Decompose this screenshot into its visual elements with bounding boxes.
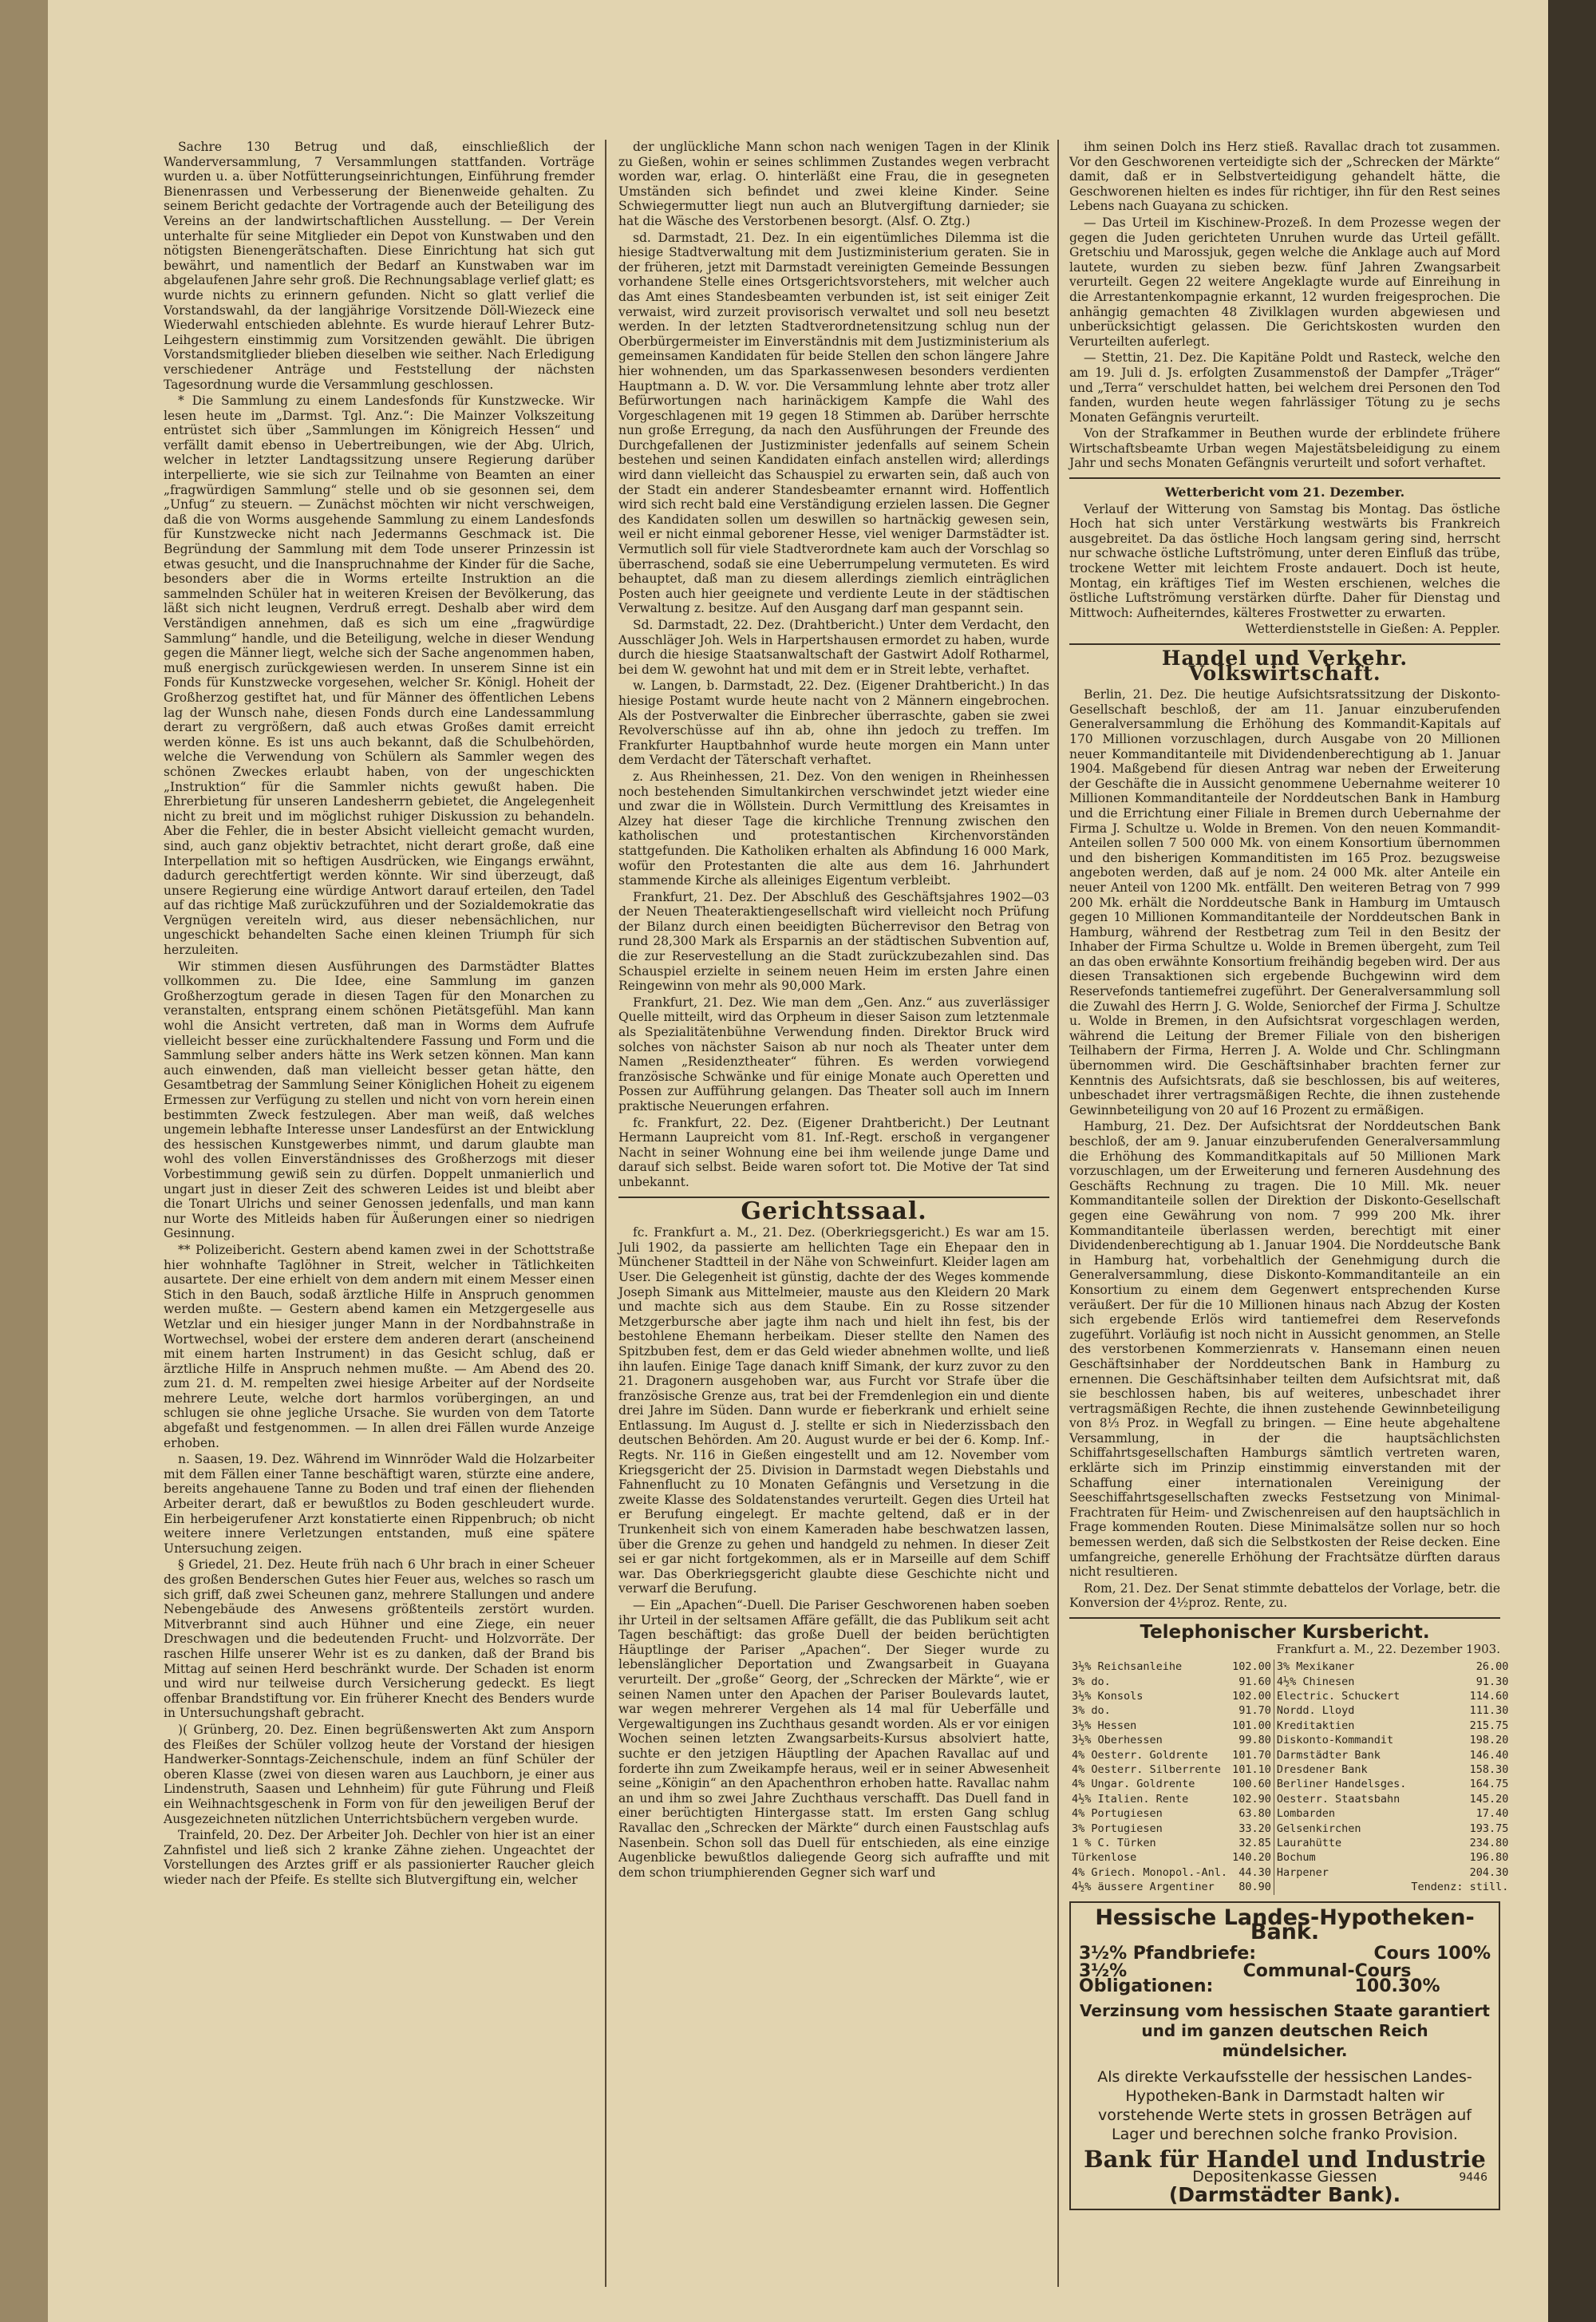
- article-paragraph: § Griedel, 21. Dez. Heute früh nach 6 Uhr brach in einer Scheuer des großen Benderschen Gutes hier Feuer aus, welches so rasch um sich griff, daß zwei Scheunen ganz, mehrere Stallungen und andere Nebengebäude des Anwesens größtenteils zerstört wurden. Mitverbrannt sind auch Hühner und eine Ziege, ein neuer Dreschwagen und die bedeutenden Frucht- und Holzvorräte. Der raschen Hilfe unserer Wehr ist es zu danken, daß der Brand bis Mittag auf seinen Herd beschränkt wurde. Der Schaden ist enorm und wird nur teilweise durch Versicherung gedeckt. Es liegt offenbar Brandstiftung vor. Ein früherer Knecht des Benders wurde in Untersuchungshaft gebracht.: [164, 1557, 595, 1721]
- stock-value: 91.60: [1238, 1675, 1271, 1688]
- column-2: [618, 140, 1049, 2287]
- stock-name: 4½% äussere Argentiner: [1072, 1881, 1215, 1894]
- stock-name: Oesterr. Staatsbahn: [1274, 1792, 1408, 1806]
- article-paragraph: Sachre 130 Betrug und daß, einschließlich der Wanderversammlung, 7 Versammlungen stattfanden. Vorträge wurden u. a. über Notfütterungseinrichtungen, Einführung fremder Bienenrassen und Verbesserung der Bienenweide gehalten. Zu seinem Bericht gedachte der Vortragende auch der Beteiligung des Vereins an der landwirtschaftlichen Ausstellung. — Der Verein unterhalte für seine Mitglieder ein Depot von Kunstwaben und den nötigsten Bienengerätschaften. Diese Einrichtung hat sich gut bewährt, und namentlich der Bedarf an Kunstwaben war im abgelaufenen Jahre sehr groß. Die Rechnungsablage verlief glatt; es wurde nichts zu erinnern gefunden. Nicht so glatt verlief die Vorstandswahl, da der langjährige Vorsitzende Döll-Wiezeck eine Wiederwahl entschieden ablehnte. Es wurde hierauf Lehrer Butz-Leihgestern einstimmig zum Vorsitzenden gewählt. Die übrigen Vorstandsmitglieder blieben dieselben wie seither. Nach Erledigung verschiedener Anträge und Feststellung der nächsten Tagesordnung wurde die Versammlung geschlossen.: [164, 140, 595, 392]
- stock-rate-row: [1069, 1850, 1511, 1865]
- article-paragraph: Von der Strafkammer in Beuthen wurde der erblindete frühere Wirtschaftsbeamte Urban wegen Majestätsbeleidigung zu einem Jahr und sechs Monaten Gefängnis verurteilt und sofort verhaftet.: [1069, 426, 1500, 471]
- ad-obligationen-label: 3½% Communal-Obligationen:: [1079, 1961, 1355, 1997]
- stock-value: 101.00: [1232, 1719, 1271, 1732]
- ad-guarantee-text: Verzinsung vom hessischen Staate garantiert und im ganzen deutschen Reich mündelsicher.: [1080, 2000, 1490, 2060]
- stock-report-date: Frankfurt a. M., 22. Dezember 1903.: [1276, 1641, 1500, 1656]
- stock-value: 114.60: [1469, 1690, 1509, 1703]
- stock-name: Nordd. Lloyd: [1274, 1703, 1408, 1718]
- article-paragraph: Frankfurt, 21. Dez. Der Abschluß des Geschäftsjahres 1902—03 der Neuen Theateraktiengesellschaft wird vielleicht noch Prüfung der Bilanz durch einen beeidigten Bücherrevisor den Betrag von rund 28,300 Mark als Ersparnis an der städtischen Subvention auf, die zur Reservestellung an die Stadt zurückzubezahlen sind. Das Schauspiel erzielte in seinem neuen Heim im ersten Jahre einen Reingewinn von mehr als 90,000 Mark.: [618, 889, 1049, 994]
- stock-name: Harpener: [1274, 1865, 1408, 1880]
- stock-name: Türkenlose: [1072, 1851, 1137, 1865]
- stock-name: Lombarden: [1274, 1806, 1408, 1821]
- stock-name: Laurahütte: [1274, 1836, 1408, 1850]
- column-rule: [605, 140, 606, 2287]
- article-paragraph: Hamburg, 21. Dez. Der Aufsichtsrat der Norddeutschen Bank beschloß, der am 9. Januar einzuberufenden Generalversammlung die Erhöhung des Kommanditkapitals auf 50 Millionen Mark vorzuschlagen, um der Erweiterung und ferneren Ausdehnung des Geschäfts Rechnung zu tragen. Die 10 Mill. Mk. neuer Kommanditanteile sollen der Direktion der Diskonto-Gesellschaft gegen eine Gewährung von nom. 7 999 200 Mk. ihrer Kommanditanteile überlassen werden, berechtigt mit einer Dividendenberechtigung ab 1. Januar 1904. Die Norddeutsche Bank in Hamburg hat, vorbehaltlich der Genehmigung durch die Generalversammlung, diese Diskonto-Kommanditanteile an ein Konsortium zu einem dem Gegenwert entsprechenden Kurse veräußert. Der für die 10 Millionen hinaus nach Abzug der Kosten sich ergebende Erlös wird tantiemefrei dem Reservefonds zugeführt. Vorläufig ist noch nicht in Aussicht genommen, an Stelle des verstorbenen Kommerzienrats v. Hansemann einen neuen Geschäftsinhaber der Norddeutschen Bank in Hamburg zu ernennen. Die Geschäftsinhaber teilten dem Aufsichtsrat mit, daß sie beschlossen haben, bis auf weiteres, unbeschadet ihrer vertragsmäßigen Rechte, die ihnen zustehende Gewinnbeteiligung von 8⅓ Proz. in Wegfall zu bringen. — Eine heute abgehaltene Versammlung, in der die hauptsächlichsten Schiffahrtsgesellschaften Hamburgs sämtlich vertreten waren, erklärte sich im Prinzip einstimmig einverstanden mit der Schaffung einer internationalen Vereinigung der Seeschiffahrtsgesellschaften zwecks Festsetzung von Minimal-Frachtraten für Heim- und Zwischenreisen auf den hauptsächlich in Frage kommenden Routen. Diese Minimalsätze sollen nur so hoch bemessen werden, daß sich die Selbstkosten der Reise decken. Eine umfangreiche, generelle Erhöhung der Frachtsätze dürften daraus nicht resultieren.: [1069, 1119, 1500, 1580]
- stock-name: Berliner Handelsges.: [1274, 1777, 1408, 1791]
- article-paragraph: ihm seinen Dolch ins Herz stieß. Ravallac drach tot zusammen. Vor den Geschworenen verteidigte sich der „Schrecken der Märkte“ damit, daß er in Selbstverteidigung gehandelt hätte, die Geschworenen hielten es indes für richtiger, ihn für den Rest seines Lebens nach Guayana zu schicken.: [1069, 140, 1500, 214]
- ad-darmstaedter-bank: (Darmstädter Bank).: [1168, 2182, 1401, 2206]
- ad-pfandbriefe-label: 3½% Pfandbriefe:: [1079, 1943, 1257, 1964]
- scan-right-edge: [1548, 0, 1596, 2322]
- ad-title: Hessische Landes-Hypotheken-Bank.: [1095, 1905, 1475, 1945]
- stock-value: 215.75: [1469, 1719, 1509, 1732]
- stock-value: 145.20: [1469, 1792, 1509, 1806]
- article-paragraph: fc. Frankfurt a. M., 21. Dez. (Oberkriegsgericht.) Es war am 15. Juli 1902, da passierte am hellichten Tage ein Ehepaar den in Münchener Stadtteil in der Nähe von Schweinfurt. Kleider lagen am User. Die Gelegenheit ist günstig, dachte der des Weges kommende Joseph Simank aus Mittelmeier, mauste aus den Kleidern 20 Mark und machte sich aus dem Staube. Ein zu Rosse sitzender Metzgerbursche aber jagte ihm nach und hielt ihn fest, bis der bestohlene Ehemann herbeikam. Dieser stellte den Namen des Spitzbuben fest, dem er das Geld wieder abnehmen wollte, und ließ ihn laufen. Einige Tage danach kniff Simank, der kurz zuvor zu den 21. Dragonern ausgehoben war, aus Furcht vor Strafe über die französische Grenze aus, trat bei der Fremdenlegion ein und diente drei Jahre im Süden. Dann wurde er fieberkrank und erhielt seine Entlassung. Im August d. J. stellte er sich in Niederzissbach den deutschen Behörden. Am 20. August wurde er bei der 6. Komp. Inf.-Regts. Nr. 116 in Gießen eingestellt und am 12. November vom Kriegsgericht der 25. Division in Darmstadt wegen Diebstahls und Fahnenflucht zu 10 Monaten Gefängnis und Versetzung in die zweite Klasse des Soldatenstandes verurteilt. Gegen dies Urteil hat er Berufung eingelegt. Er machte geltend, daß er in der Trunkenheit sich von einem Kameraden habe beschwatzen lassen, über die Grenze zu gehen und handgeld zu nehmen. In dieser Zeit sei er gar nicht fortgekommen, als er in Marseille auf dem Schiff war. Das Oberkriegsgericht glaubte diese Geschichte nicht und verwarf die Berufung.: [618, 1225, 1049, 1596]
- stock-rate-row: [1069, 1792, 1511, 1806]
- column-1: [164, 140, 595, 2287]
- article-paragraph: Sd. Darmstadt, 22. Dez. (Drahtbericht.) Unter dem Verdacht, den Ausschläger Joh. Wels in Harpertshausen ermordet zu haben, wurde durch die hiesige Staatsanwaltschaft der Gastwirt Adolf Rotharmel, bei dem W. gewohnt hat und mit dem er in Streit lebte, verhaftet.: [618, 618, 1049, 677]
- ad-pfandbriefe-cours: Cours 100%: [1373, 1943, 1491, 1964]
- article-paragraph: — Stettin, 21. Dez. Die Kapitäne Poldt und Rasteck, welche den am 19. Juli d. Js. erfolgten Zusammenstoß der Dampfer „Träger“ und „Terra“ verschuldet hatten, bei welchem drei Personen den Tod fanden, wurden heute wegen fahrlässiger Tötung zu je sechs Monaten Gefängnis verurteilt.: [1069, 350, 1500, 425]
- stock-name: Dresdener Bank: [1274, 1762, 1408, 1777]
- column-3: [1069, 140, 1509, 2287]
- stock-name: 4½% Chinesen: [1274, 1675, 1408, 1689]
- stock-name: 1 % C. Türken: [1072, 1837, 1156, 1850]
- article-paragraph: * Die Sammlung zu einem Landesfonds für Kunstzwecke. Wir lesen heute im „Darmst. Tgl. Anz.“: Die Mainzer Volkszeitung entrüstet sich über „Sammlungen im Königreich Hessen“ und verfällt damit ebenso in Uebertreibungen, wie der Abg. Ulrich, welcher in letzter Landtagssitzung unsere Regierung darüber interpellierte, wie sie sich zur Teilnahme von Beamten an einer „fragwürdigen Sammlung“ stelle und ob sie gesonnen sei, dem „Unfug“ zu steuern. — Zunächst möchten wir nicht verschweigen, daß die von Worms ausgehende Sammlung zu einem Landesfonds für Kunstzwecke nicht nach Jedermanns Geschmack ist. Die Begründung der Sammlung mit dem Tode unserer Prinzessin ist etwas gesucht, und die Inanspruchnahme der Kinder für die Sache, besonders aber die in Worms erteilte Instruktion an die sammelnden Schüler hat in weiteren Kreisen der Bevölkerung, das läßt sich nicht leugnen, Verdruß erregt. Deshalb aber wird dem Verständigen annehmen, daß es sich um eine „fragwürdige Sammlung“ handle, und die Beteiligung, welche in dieser Wendung gegen die Männer liegt, welche sich der Sache angenommen haben, muß energisch zurückgewiesen werden. In unserem Sinne ist ein Fonds für Kunstzwecke vorgesehen, welcher Sr. Königl. Hoheit der Großherzog gestiftet hat, und für Männer des öffentlichen Lebens lag der Wunsch nahe, diesen Fonds durch eine Landessammlung derart zu vergrößern, daß auch etwas Großes damit erreicht werden könne. Es ist uns auch bekannt, daß die Schulbehörden, welche die Verwendung von Schülern als Sammler wegen des schönen Zweckes erlaubt haben, von der ungeschickten „Instruktion“ für die Sammler nichts gewußt haben. Die Ehrerbietung für unseren Landesherrn gebietet, die Angelegenheit nicht zu breit und im möglichst ruhiger Diskussion zu behandeln. Aber die Fehler, die in bester Absicht vielleicht gemacht wurden, sind, auch ganz objektiv betrachtet, nicht derart große, daß eine Interpellation mit so heftigen Ausdrücken, wie Eingangs erwähnt, dadurch gerechtfertigt werden könnte. Wir sind überzeugt, daß unsere Regierung eine würdige Antwort darauf erteilen, den Tadel auf das richtige Maß zurückzuführen und der Sozialdemokratie das Vergnügen vereiteln wird, aus dieser nebensächlichen, nur ungeschickt behandelten Sache einen kleinen Triumph für sich herzuleiten.: [164, 394, 595, 958]
- article-paragraph: — Das Urteil im Kischinew-Prozeß. In dem Prozesse wegen der gegen die Juden gerichteten Unruhen wurde das Urteil gefällt. Gretschiu und Marossjuk, gegen welche die Anklage auch auf Mord lautete, wurden zu sieben bezw. fünf Jahren Zwangsarbeit verurteilt. Gegen 22 weitere Angeklagte wurde auf Einreihung in die Arrestantenkompagnie erkannt, 12 wurden freigesprochen. Die anhängig gemachten 48 Zivilklagen wurden abgewiesen und unberücksichtigt gelassen. Die Gerichtskosten wurden den Verurteilten auferlegt.: [1069, 215, 1500, 349]
- stock-value: 102.90: [1232, 1792, 1271, 1806]
- stock-name: 3½% Reichsanleihe: [1072, 1660, 1183, 1674]
- article-paragraph: Trainfeld, 20. Dez. Der Arbeiter Joh. Dechler von hier ist an einer Zahnfistel und ließ sich 2 kranke Zähne ziehen. Ungeachtet der Vorstellungen des Arztes griff er als passionierter Raucher gleich wieder nach der Pfeife. Es stellte sich Blutvergiftung ein, welcher: [164, 1828, 595, 1887]
- stock-rate-row: [1069, 1719, 1511, 1733]
- stock-value: 111.30: [1469, 1704, 1509, 1718]
- article-paragraph: ** Polizeibericht. Gestern abend kamen zwei in der Schottstraße hier wohnhafte Taglöhner in Streit, welcher in Tätlichkeiten ausartete. Der eine erhielt von dem andern mit einem Messer einen Stich in den Bauch, sodaß ärztliche Hilfe in Anspruch genommen werden mußte. — Gestern abend kamen ein Metzgergeselle aus Wetzlar und ein hiesiger junger Mann in der Nordbahnstraße in Wortwechsel, wobei der erstere dem anderen derart (anscheinend mit einem harten Instrument) in das Gesicht schlug, daß er ärztliche Hilfe in Anspruch nehmen mußte. — Am Abend des 20. zum 21. d. M. rempelten zwei hiesige Arbeiter auf der Nordseite mehrere Leute, welche dort harmlos vorübergingen, an und schlugen sie ohne jegliche Ursache. Sie wurden von dem Tatorte abgefaßt und festgenommen. — In allen drei Fällen wurde Anzeige erhoben.: [164, 1242, 595, 1450]
- stock-value: 91.70: [1238, 1704, 1271, 1718]
- stock-rate-row: [1069, 1748, 1511, 1762]
- stock-value: 44.30: [1238, 1865, 1271, 1879]
- stock-value: 101.70: [1232, 1748, 1271, 1762]
- stock-name: 3½% Hessen: [1072, 1719, 1137, 1732]
- stock-value: 17.40: [1476, 1807, 1509, 1821]
- stock-name: 3½% Oberhessen: [1072, 1734, 1163, 1747]
- stock-name: [1274, 1880, 1408, 1894]
- ad-obligationen-cours: Cours 100.30%: [1354, 1961, 1440, 1997]
- stock-value: 164.75: [1469, 1778, 1509, 1791]
- stock-name: Gelsenkirchen: [1274, 1822, 1408, 1836]
- stock-value: 63.80: [1238, 1807, 1271, 1821]
- stock-value: 140.20: [1232, 1851, 1271, 1865]
- ad-depositenkasse: Depositenkasse Giessen: [1192, 2168, 1377, 2186]
- weather-report-title: Wetterbericht vom 21. Dezember.: [1164, 485, 1405, 500]
- stock-name: Diskonto-Kommandit: [1274, 1733, 1408, 1747]
- stock-rate-row: [1069, 1659, 1511, 1674]
- section-divider: [1069, 1617, 1500, 1619]
- article-paragraph: w. Langen, b. Darmstadt, 22. Dez. (Eigener Drahtbericht.) In das hiesige Postamt wurde heute nacht von 2 Männern eingebrochen. Als der Postverwalter die Einbrecher überraschte, gaben sie zwei Revolverschüsse auf ihn ab, ohne ihn jedoch zu treffen. Im Frankfurter Hauptbahnhof wurde heute morgen ein Mann unter dem Verdacht der Täterschaft verhaftet.: [618, 678, 1049, 768]
- ad-bank-name: Bank für Handel und Industrie: [1084, 2145, 1486, 2173]
- ad-number: 9446: [1459, 2170, 1487, 2184]
- section-heading-handel: Handel und Verkehr. Volkswirtschaft.: [1161, 647, 1408, 685]
- article-paragraph: z. Aus Rheinhessen, 21. Dez. Von den wenigen in Rheinhessen noch bestehenden Simultankirchen verschwindet jetzt wieder eine und zwar die in Wöllstein. Durch Vermittlung des Kreisamtes in Alzey hat dieser Tage die kirchliche Trennung zwischen den katholischen und protestantischen Kirchenvorständen stattgefunden. Die Katholiken erhalten als Abfindung 16 000 Mark, wofür den Protestanten die alte aus dem 16. Jahrhundert stammende Kirche als alleiniges Eigentum verbleibt.: [618, 769, 1049, 888]
- stock-value: 146.40: [1469, 1748, 1509, 1762]
- stock-value: 91.30: [1476, 1675, 1509, 1688]
- stock-rate-row: [1069, 1880, 1511, 1894]
- stock-name: 4% Portugiesen: [1072, 1807, 1163, 1821]
- ad-row-obligationen: [1079, 1961, 1491, 1997]
- stock-value: 32.85: [1238, 1837, 1271, 1850]
- stock-value: 234.80: [1469, 1837, 1509, 1850]
- stock-name: 4% Oesterr. Goldrente: [1072, 1748, 1208, 1762]
- weather-report-text: Verlauf der Witterung von Samstag bis Montag. Das östliche Hoch hat sich unter Verstärkung westwärts bis Frankreich ausgebreitet. Da das östliche Hoch langsam gering sind, herrscht nur schwache östliche Luftströmung, unter deren Einfluß das trübe, trockene Wetter mit leichtem Froste andauert. Doch ist heute, Montag, ein kräftiges Tief im Westen erschienen, welches die östliche Luftströmung verstärken dürfte. Daher für Dienstag und Mittwoch: Aufheiterndes, kälteres Frostwetter zu erwarten.: [1069, 501, 1500, 620]
- weather-report-signature: Wetterdienststelle in Gießen: A. Peppler.: [1245, 622, 1500, 637]
- stock-value: 193.75: [1469, 1822, 1509, 1835]
- stock-rate-row: [1069, 1836, 1511, 1850]
- column-rule: [1057, 140, 1059, 2287]
- stock-value: 80.90: [1238, 1881, 1271, 1894]
- stock-rate-row: [1069, 1675, 1511, 1689]
- article-paragraph: fc. Frankfurt, 22. Dez. (Eigener Drahtbericht.) Der Leutnant Hermann Laupreicht vom 81. Inf.-Regt. erschoß in vergangener Nacht in seiner Wohnung eine bei ihm weilende junge Dame und darauf sich selbst. Beide waren sofort tot. Die Motive der Tat sind unbekannt.: [618, 1115, 1049, 1189]
- stock-rates-table: [1069, 1659, 1511, 1895]
- article-paragraph: Rom, 21. Dez. Der Senat stimmte debattelos der Vorlage, betr. die Konversion der 4½proz. Rente, zu.: [1069, 1580, 1500, 1611]
- stock-name: 3% Mexikaner: [1274, 1659, 1408, 1674]
- stock-rate-row: [1069, 1777, 1511, 1791]
- stock-value: 99.80: [1238, 1734, 1271, 1747]
- article-paragraph: Wir stimmen diesen Ausführungen des Darmstädter Blattes vollkommen zu. Die Idee, eine Sammlung im ganzen Großherzogtum gerade in diesen Tagen für den Monarchen zu veranstalten, entsprang einem schönen Pietätsgefühl. Man kann wohl die Ansicht vertreten, daß man in Worms dem Aufrufe vielleicht besser eine zurückhaltendere Fassung und Form und die Sammlung selber anders hätte ins Werk setzen können. Man kann auch einwenden, daß man vielleicht besser getan hätte, den Gesamtbetrag der Sammlung Seiner Königlichen Hoheit zu eigenem Ermessen zur Verfügung zu stellen und nicht von vorn herein einen bestimmten Zweck festzulegen. Aber man weiß, daß welches ungemein lebhafte Interesse unser Landesfürst an der Entwicklung des hessischen Kunstgewerbes nimmt, und darum glaubte man wohl des vollen Einverständnisses des Großherzogs mit dieser Vorbestimmung gewiß sein zu dürfen. Doppelt unmanierlich und ungart just in dieser Zeit des schweren Leides ist und bleibt aber die Tonart Ulrichs und seiner Genossen jedenfalls, und man kann nur Worte des Mitleids haben für Äußerungen einer so niedrigen Gesinnung.: [164, 959, 595, 1241]
- stock-name: Bochum: [1274, 1850, 1408, 1865]
- stock-value: 158.30: [1469, 1763, 1509, 1777]
- stock-value: 204.30: [1469, 1865, 1509, 1879]
- stock-name: 3% do.: [1072, 1675, 1111, 1688]
- article-paragraph: Berlin, 21. Dez. Die heutige Aufsichtsratssitzung der Diskonto-Gesellschaft beschloß, der am 11. Januar einzuberufenden Generalversammlung die Erhöhung des Kommandit-Kapitals auf 170 Millionen vorzuschlagen, durch Ausgabe von 20 Millionen neuer Kommanditanteile mit Dividendenberechtigung ab 1. Januar 1904. Maßgebend für diesen Antrag war neben der Erweiterung der Geschäfte die in Aussicht genommene Uebernahme weiterer 10 Millionen Kommanditanteile der Norddeutschen Bank in Hamburg und die Errichtung einer Filiale in Bremen durch Uebernahme der Firma J. Schultze u. Wolde in Bremen. Von den neuen Kommandit-Anteilen sollen 7 500 000 Mk. von einem Konsortium übernommen und den bisherigen Kommanditisten im 165 Proz. bezugsweise angeboten werden, daß auf je nom. 24 000 Mk. alter Anteile ein neuer Anteil von 1200 Mk. entfällt. Den weiteren Betrag von 7 999 200 Mk. erhält die Norddeutsche Bank in Hamburg im Umtausch gegen 10 Millionen Kommanditanteile der Norddeutschen Bank in Hamburg, während der Restbetrag zum Teil in den Besitz der Inhaber der Firma Schultze u. Wolde in Bremen übergeht, zum Teil an das oben erwähnte Konsortium freihändig begeben wird. Der aus diesen Transaktionen sich ergebende Buchgewinn wird dem Reservefonds tantiemefrei zugeführt. Der Generalversammlung soll die Zuwahl des Herrn J. G. Wolde, Seniorchef der Firma J. Schultze u. Wolde in Bremen, in den Aufsichtsrat vorgeschlagen werden, während die Leitung der Bremer Filiale von den bisherigen Teilhabern der Firma, Herren J. A. Wolde und Chr. Schlingmann übernommen wird. Die Geschäftsinhaber brachten ferner zur Kenntnis des Aufsichtsrats, daß sie beschlossen, bis auf weiteres, unbeschadet ihrer vertragsmäßigen Rechte, die ihnen zustehende Gewinnbeteiligung von 20 auf 16 Prozent zu ermäßigen.: [1069, 687, 1500, 1117]
- stock-value: 33.20: [1238, 1822, 1271, 1835]
- article-paragraph: n. Saasen, 19. Dez. Während im Winnröder Wald die Holzarbeiter mit dem Fällen einer Tanne beschäftigt waren, stürzte eine andere, bereits angehauene Tanne zu Boden und traf einen der fliehenden Arbeiter derart, daß er bewußtlos zu Boden geschleudert wurde. Ein herbeigerufener Arzt konstatierte einen Rippenbruch; ob nicht weitere innere Verletzungen entstanden, muß eine spätere Untersuchung zeigen.: [164, 1452, 595, 1556]
- stock-rate-row: [1069, 1806, 1511, 1821]
- article-paragraph: )( Grünberg, 20. Dez. Einen begrüßenswerten Akt zum Ansporn des Fleißes der Schüler vollzog heute der Vorstand der hiesigen Handwerker-Sonntags-Zeichenschule, indem an fünf Schüler der oberen Klasse (zwei von diesen waren aus Lauchborn, je einer aus Lindenstruth, Saasen und Lehnheim) für gute Führung und Fleiß ein Weihnachtsgeschenk in Form von für den jeweiligen Beruf der Ausgezeichneten nützlichen Unterrichtsbüchern vergeben wurde.: [164, 1722, 595, 1826]
- stock-rate-row: [1069, 1865, 1511, 1880]
- stock-value: 196.80: [1469, 1851, 1509, 1865]
- stock-rate-row: [1069, 1689, 1511, 1703]
- stock-value: 102.00: [1232, 1660, 1271, 1674]
- stock-rate-row: [1069, 1703, 1511, 1718]
- stock-name: 3% Portugiesen: [1072, 1822, 1163, 1835]
- stock-name: Electric. Schuckert: [1274, 1689, 1408, 1703]
- section-divider: [1069, 477, 1500, 479]
- stock-name: 3½% Konsols: [1072, 1690, 1144, 1703]
- section-divider: [1069, 643, 1500, 645]
- stock-name: 4% Ungar. Goldrente: [1072, 1778, 1195, 1791]
- stock-report-title: Telephonischer Kursbericht.: [1140, 1622, 1430, 1643]
- stock-rate-row: [1069, 1822, 1511, 1836]
- article-paragraph: — Ein „Apachen“-Duell. Die Pariser Geschworenen haben soeben ihr Urteil in der seltsamen Affäre gefällt, die das Publikum seit acht Tagen beschäftigt: das große Duell der beiden berüchtigten Häuptlinge der Pariser „Apachen“. Der Sieger wurde zu lebenslänglicher Deportation und Zwangsarbeit in Guayana verurteilt. Der „große“ Georg, der „Schrecken der Märkte“, wie er seinen Namen unter den Apachen der Pariser Boulevards lautet, war wegen mehrerer Vergehen als 14 mal für Ueberfälle und Vergewaltigungen ins Zuchthaus gesandt worden. Als er vor einigen Wochen seinen letzten Zwangsarbeits-Kursus absolviert hatte, suchte er den jetzigen Häuptling der Apachen Ravallac auf und forderte ihn zum Zweikampfe heraus, weil er in seiner Abwesenheit seine „Königin“ an den Apachenthron erhoben hatte. Ravallac nahm an und ihm so zwei Jahre Zuchthaus verschafft. Das Duell fand in einer berüchtigten Hintergasse statt. Im ersten Gang schlug Ravallac den „Schrecken der Märkte“ durch einen Faustschlag aufs Nasenbein. Schon soll das Duell für entschieden, als eine einzige Augenblicke bewußtlos daliegende Georg sich aufraffte und mit dem schon triumphierenden Gegner sich warf und: [618, 1598, 1049, 1880]
- stock-value: 100.60: [1232, 1778, 1271, 1791]
- stock-name: 4½% Italien. Rente: [1072, 1792, 1189, 1806]
- bank-advertisement: [1069, 1901, 1500, 2211]
- ad-body-text: Als direkte Verkaufsstelle der hessischen Landes-Hypotheken-Bank in Darmstadt halten wir vorstehende Werte stets in grossen Beträgen auf Lager und berechnen solche franko Provision.: [1097, 2067, 1472, 2143]
- stock-value: Tendenz: still.: [1411, 1881, 1509, 1894]
- stock-name: Darmstädter Bank: [1274, 1748, 1408, 1762]
- stock-value: 198.20: [1469, 1734, 1509, 1747]
- scan-left-edge: [0, 0, 48, 2322]
- stock-name: 3% do.: [1072, 1704, 1111, 1718]
- ad-row-pfandbriefe: [1079, 1943, 1491, 1964]
- article-paragraph: Frankfurt, 21. Dez. Wie man dem „Gen. Anz.“ aus zuverlässiger Quelle mitteilt, wird das Orpheum in dieser Saison zum letztenmale als Spezialitätenbühne Verwendung finden. Direktor Bruck wird solches von nächster Saison ab nur noch als Theater unter dem Namen „Residenztheater“ führen. Es werden vorwiegend französische Schwänke und für einige Monate auch Operetten und Possen zur Aufführung gelangen. Das Theater soll auch im Innern praktische Neuerungen erfahren.: [618, 995, 1049, 1114]
- stock-rate-row: [1069, 1762, 1511, 1777]
- stock-value: 26.00: [1476, 1660, 1509, 1674]
- stock-value: 102.00: [1232, 1690, 1271, 1703]
- article-paragraph: der unglückliche Mann schon nach wenigen Tagen in der Klinik zu Gießen, wohin er seines schlimmen Zustandes wegen verbracht worden war, erlag. O. hinterläßt eine Frau, die in gesegneten Umständen sich befindet und zwei kleine Kinder. Seine Schwiegermutter liegt nun auch an Blutvergiftung darnieder; sie hat die Wäsche des Verstorbenen besorgt. (Alsf. O. Ztg.): [618, 140, 1049, 228]
- article-paragraph: sd. Darmstadt, 21. Dez. In ein eigentümliches Dilemma ist die hiesige Stadtverwaltung mit dem Justizministerium geraten. Sie in der früheren, jetzt mit Darmstadt vereinigten Gemeinde Bessungen vorhandene Stelle eines Ortsgerichtsvorstehers, mit welcher auch das Amt eines Standesbeamten verbunden ist, ist seit einiger Zeit verwaist, wird zurzeit provisorisch verwaltet und soll neu besetzt werden. In der letzten Stadtverordnetensitzung schlug nun der Oberbürgermeister im Einverständnis mit dem Justizministerium als gemeinsamen Kandidaten für beide Stellen den schon längere Jahre hier wohnenden, um das Sparkassenwesen besonders verdienten Hauptmann a. D. W. vor. Die Versammlung lehnte aber trotz aller Befürwortungen nach harinäckigem Kampfe die Wahl des Vorgeschlagenen mit 19 gegen 18 Stimmen ab. Darüber herrschte nun große Erregung, da nach den Ausführungen der Freunde des Durchgefallenen der Justizminister jedenfalls auf seinem Schein bestehen und seinen Kandidaten einfach anstellen wird; allerdings wird dann vielleicht das Schauspiel zu erwarten sein, daß auch von der Stadt ein anderer Standesbeamter ernannt wird. Hoffentlich wird sich recht bald eine Verständigung erzielen lassen. Die Gegner des Kandidaten sollen um deswillen so hartnäckig gewesen sein, weil er nicht einmal geborener Hesse, viel weniger Darmstädter ist. Vermutlich soll für viele Stadtverordnete kam auch der Vorschlag so überraschend, sodaß sie eine Ueberrumpelung vermuteten. Es wird behauptet, daß man zu diesem allerdings ziemlich einträglichen Posten auch hier geeignete und verdiente Leute in der städtischen Verwaltung z. besitze. Auf den Ausgang darf man gespannt sein.: [618, 230, 1049, 616]
- stock-name: 4% Oesterr. Silberrente: [1072, 1763, 1221, 1777]
- stock-name: Kreditaktien: [1274, 1719, 1408, 1733]
- stock-name: 4% Griech. Monopol.-Anl.: [1072, 1865, 1228, 1879]
- section-heading-gerichtssaal: Gerichtssaal.: [741, 1197, 927, 1225]
- stock-value: 101.10: [1232, 1763, 1271, 1777]
- stock-rate-row: [1069, 1733, 1511, 1747]
